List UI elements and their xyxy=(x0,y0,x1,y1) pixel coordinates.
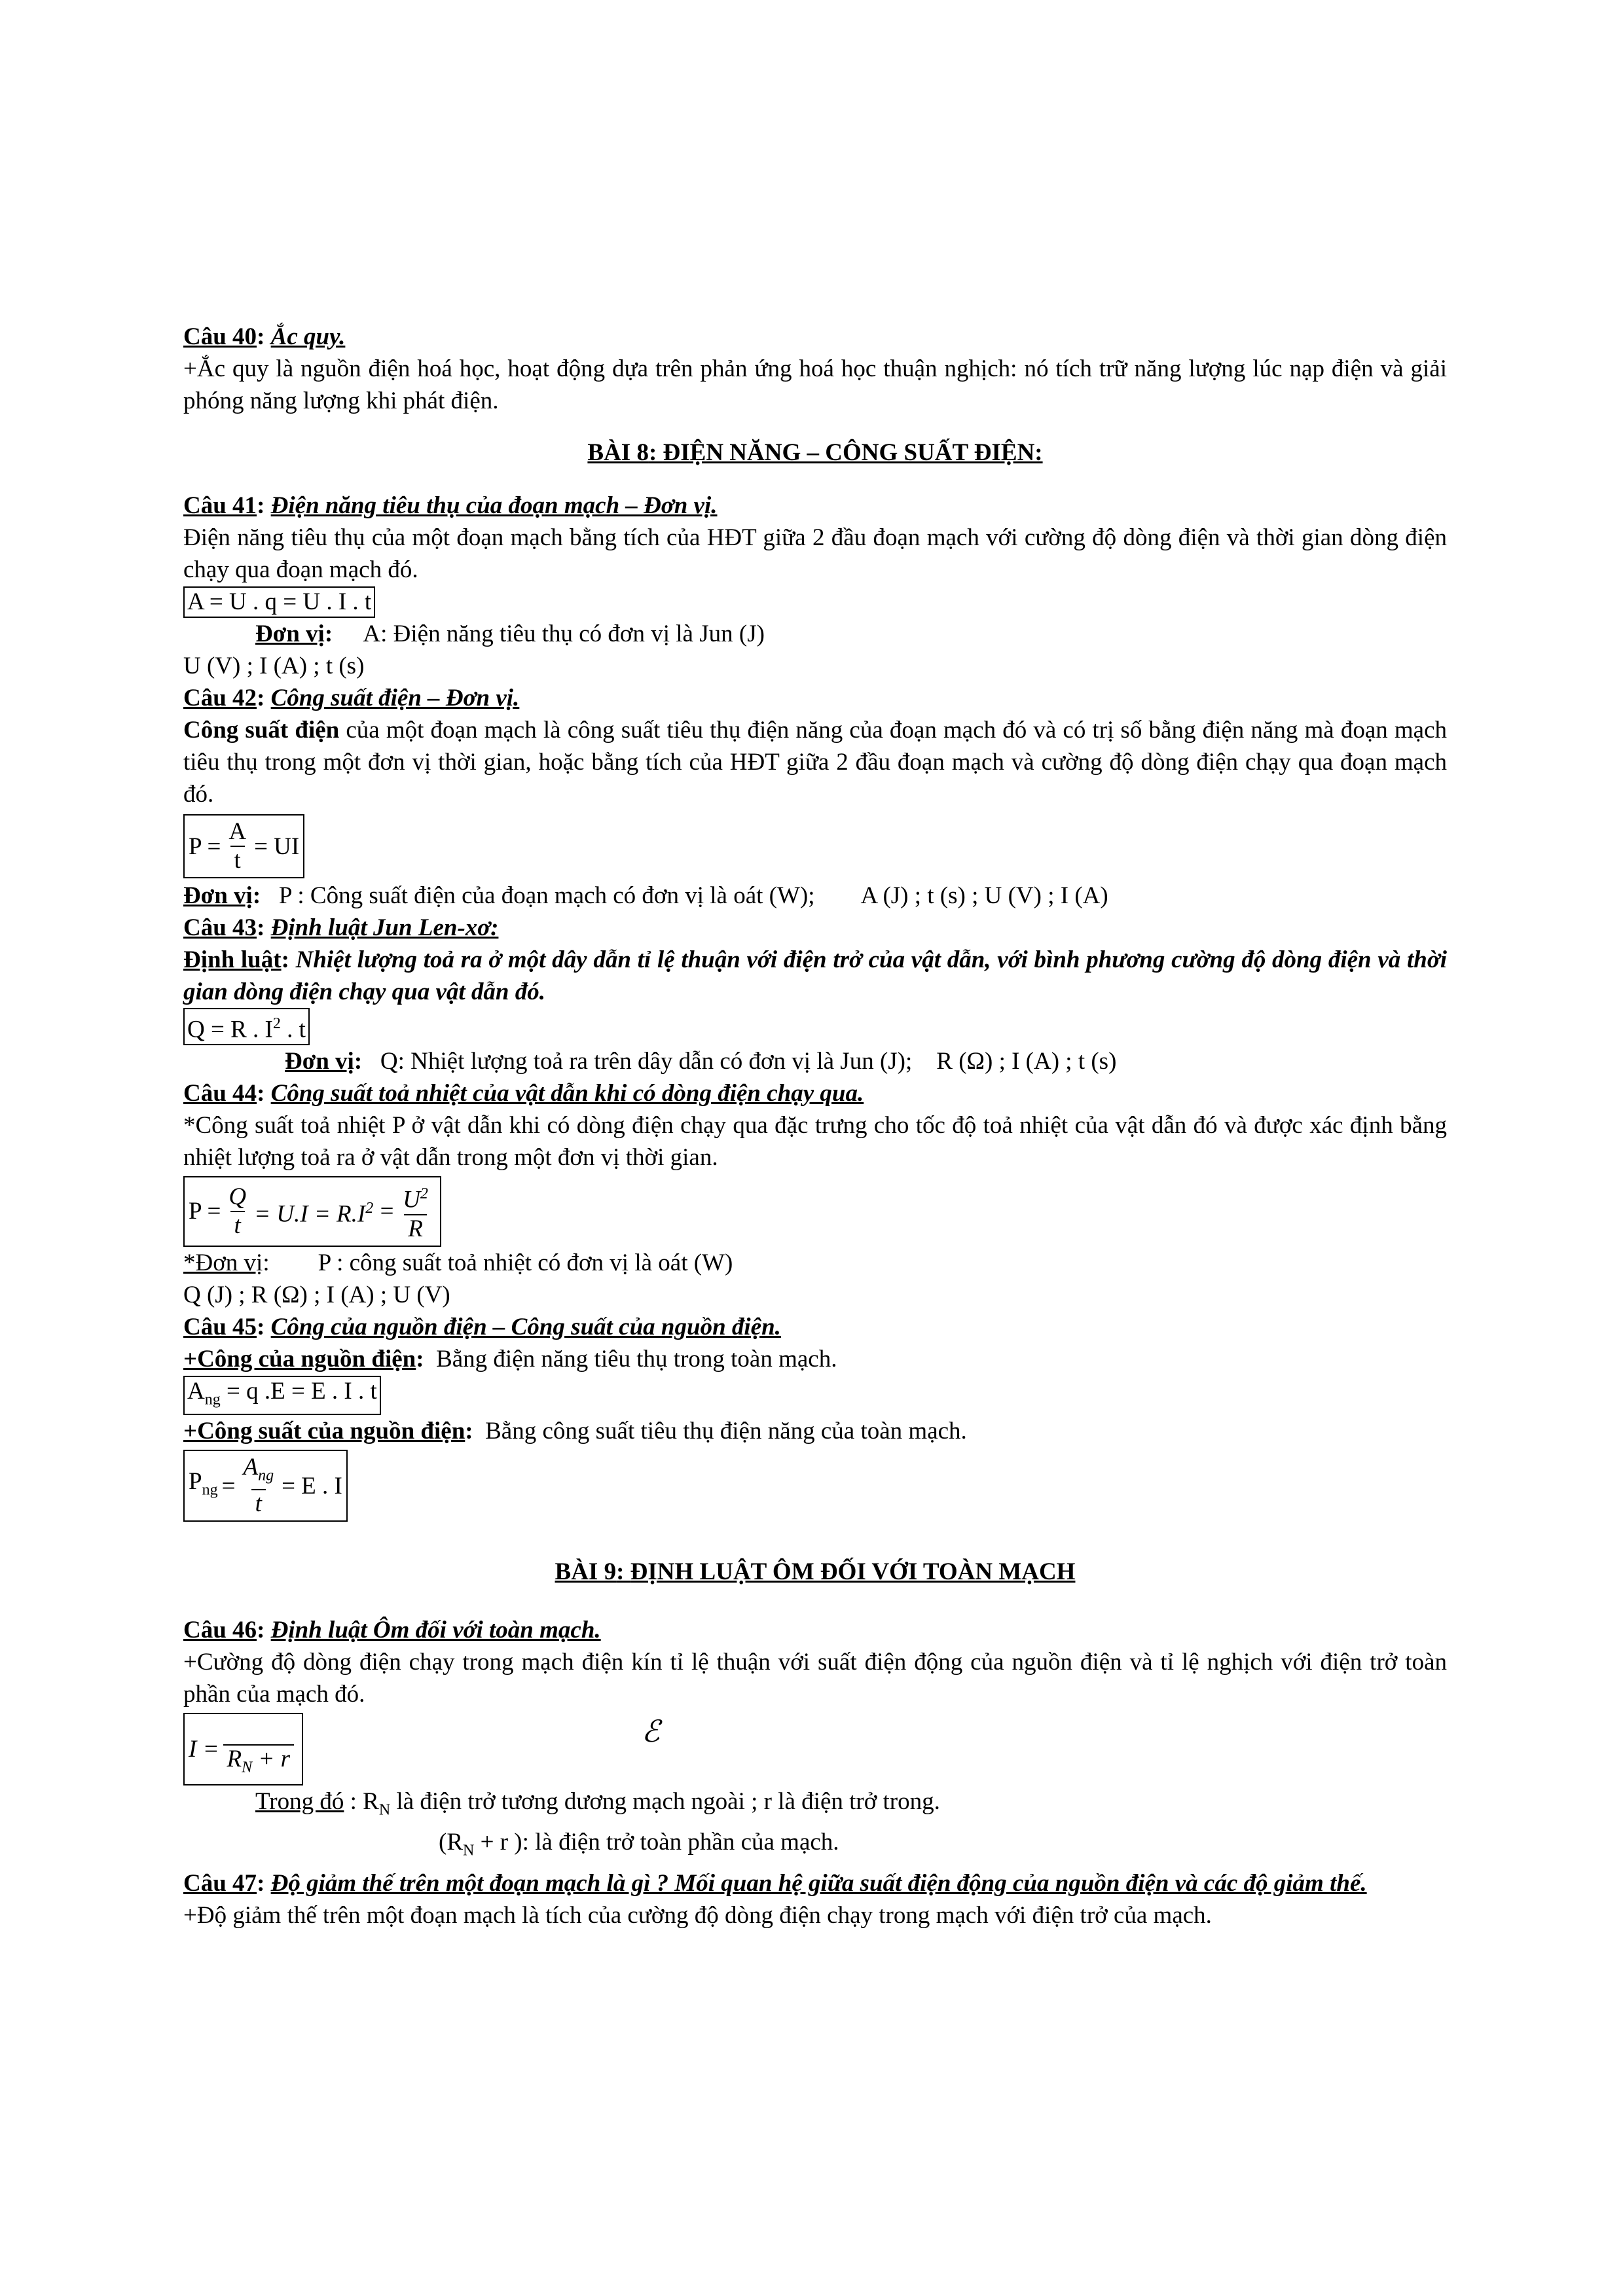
c42-heading: Câu 42: Công suất điện – Đơn vị. xyxy=(183,685,520,711)
c43-law: Định luật: Nhiệt lượng toả ra ở một dây dẫn tỉ lệ thuận với điện trở của vật dẫn, với bình phương cường độ dòng điện và thời gian dòng điện chạy qua vật dẫn đó. xyxy=(183,946,1447,1005)
emf-symbol: ℰ xyxy=(642,1715,660,1749)
c42-unit: Đơn vị: P : Công suất điện của đoạn mạch có đơn vị là oát (W); A (J) ; t (s) ; U (V) ; I (A) xyxy=(183,882,1108,909)
bai9-heading: BÀI 9: ĐỊNH LUẬT ÔM ĐỐI VỚI TOÀN MẠCH xyxy=(555,1558,1076,1586)
c44-unit: *Đơn vị: P : công suất toả nhiệt có đơn vị là oát (W) xyxy=(183,1249,733,1276)
document-page xyxy=(183,321,1447,1931)
c47-heading: Câu 47: Độ giảm thế trên một đoạn mạch là gì ? Mối quan hệ giữa suất điện động của nguồn điện và các độ giảm thế. xyxy=(183,1869,1367,1897)
c41-unit: Đơn vị: A: Điện năng tiêu thụ có đơn vị là Jun (J) xyxy=(255,620,765,647)
bai8-heading: BÀI 8: ĐIỆN NĂNG – CÔNG SUẤT ĐIỆN: xyxy=(587,439,1043,466)
c43-heading: Câu 43: Định luật Jun Len-xơ: xyxy=(183,914,499,941)
c41-heading: Câu 41: Điện năng tiêu thụ của đoạn mạch – Đơn vị. xyxy=(183,492,718,519)
c46-formula: I = $R_N + r$ ℰ xyxy=(183,1713,1447,1785)
c44-heading: Câu 44: Công suất toả nhiệt của vật dẫn khi có dòng điện chạy qua. xyxy=(183,1080,864,1107)
c41-formula: A = U . q = U . I . t xyxy=(183,586,1447,618)
c46-where-2: ($R_N + r$ ): là điện trở toàn phần của mạch. xyxy=(439,1829,839,1859)
c40-heading: Câu 40: Ắc quy. xyxy=(183,323,346,350)
c43-formula: Q = R . $I^2$ . t xyxy=(183,1008,1447,1045)
c46-body: +Cường độ dòng điện chạy trong mạch điện kín tỉ lệ thuận với suất điện động của nguồn điện và tỉ lệ nghịch với điện trở toàn phần của mạch đó. xyxy=(183,1649,1447,1708)
c41-unit-list: U (V) ; I (A) ; t (s) xyxy=(183,653,365,679)
c42-formula: P = $\frac{A}{t}$ = UI xyxy=(183,814,1447,878)
c41-body: Điện năng tiêu thụ của một đoạn mạch bằng tích của HĐT giữa 2 đầu đoạn mạch với cường độ dòng điện và thời gian dòng điện chạy qua đoạn mạch đó. xyxy=(183,524,1447,583)
c44-body: *Công suất toả nhiệt P ở vật dẫn khi có dòng điện chạy qua đặc trưng cho tốc độ toả nhiệt của vật dẫn đó và được xác định bằng nhiệt lượng toả ra ở vật dẫn trong một đơn vị thời gian. xyxy=(183,1112,1447,1172)
c44-unit-list: Q (J) ; R (Ω) ; I (A) ; U (V) xyxy=(183,1281,450,1308)
c40-body: +Ắc quy là nguồn điện hoá học, hoạt động dựa trên phản ứng hoá học thuận nghịch: nó tích trữ năng lượng lúc nạp điện và giải phóng năng lượng khi phát điện. xyxy=(183,355,1447,414)
c47-body: +Độ giảm thế trên một đoạn mạch là tích của cường độ dòng điện chạy trong mạch với điện trở của mạch. xyxy=(183,1901,1212,1929)
c45-formula-2: $P_{ng}$ = $\frac{A_{ng}}{t}$ = E . I xyxy=(183,1450,1447,1522)
c45-heading: Câu 45: Công của nguồn điện – Công suất của nguồn điện. xyxy=(183,1313,781,1340)
c44-formula: P = $\frac{Q}{t}$ = $U.I = R.I^2$ = $\frac{U^2}{R}$ xyxy=(183,1176,1447,1246)
c45-power: +Công suất của nguồn điện: Bằng công suất tiêu thụ điện năng của toàn mạch. xyxy=(183,1418,967,1445)
c46-heading: Câu 46: Định luật Ôm đối với toàn mạch. xyxy=(183,1617,601,1644)
c46-where-1: Trong đó : $R_N$ là điện trở tương dương mạch ngoài ; r là điện trở trong. xyxy=(255,1787,940,1819)
c45-work: +Công của nguồn điện: Bằng điện năng tiêu thụ trong toàn mạch. xyxy=(183,1345,837,1372)
c43-unit: Đơn vị: Q: Nhiệt lượng toả ra trên dây dẫn có đơn vị là Jun (J); R (Ω) ; I (A) ; t (s) xyxy=(285,1048,1117,1075)
c45-formula-1: $A_{ng} = q$ .E = E . I . t xyxy=(183,1375,1447,1415)
c42-body: Công suất điện của một đoạn mạch là công suất tiêu thụ điện năng của đoạn mạch đó và có trị số bằng điện năng mà đoạn mạch tiêu thụ trong một đơn vị thời gian, hoặc bằng tích của HĐT giữa 2 đầu đoạn mạch và cường độ dòng điện chạy qua đoạn mạch đó. xyxy=(183,717,1448,808)
